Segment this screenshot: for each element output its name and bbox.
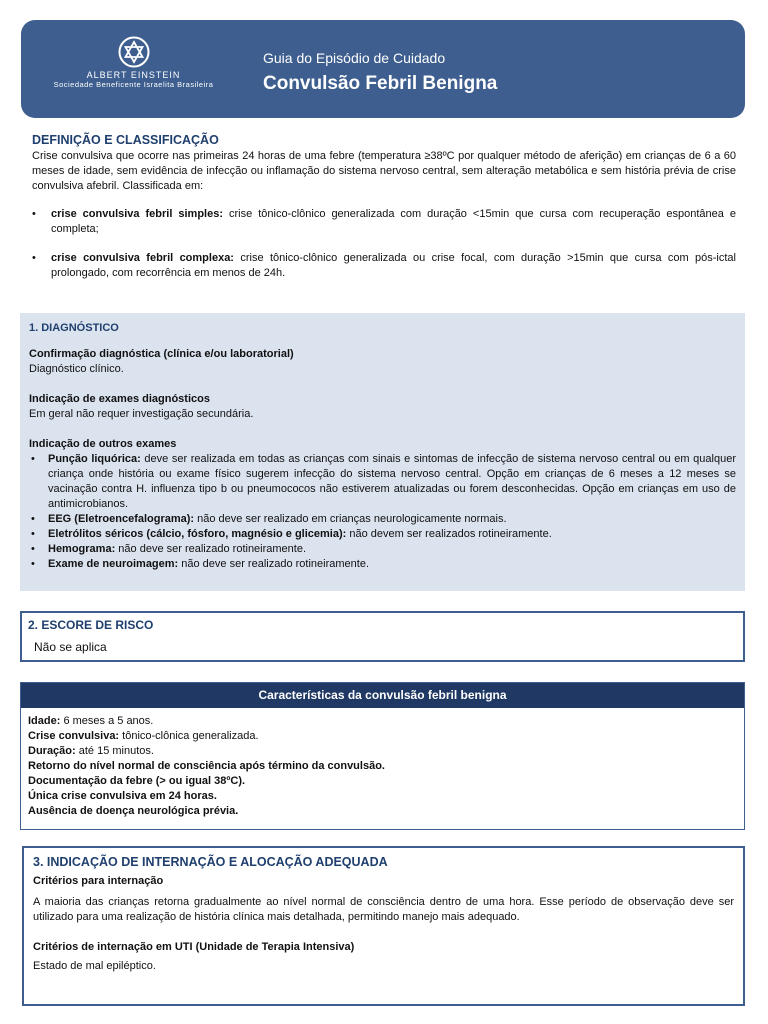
confirm-text: Diagnóstico clínico. — [29, 363, 124, 375]
characteristic-row: Duração: até 15 minutos. — [28, 745, 154, 757]
characteristic-row: Documentação da febre (> ou igual 38ºC). — [28, 775, 246, 787]
list-item: • crise convulsiva febril simples: crise tônico-clônico generalizada com duração <15min que cursa com recuperação espontânea e completa; — [32, 207, 736, 237]
definition-section — [32, 132, 736, 295]
list-item: • Punção liquórica: deve ser realizada em todas as crianças com sinais e sintomas de infecção de sistema nervoso central ou em qualquer criança onde história ou exame físico sugerem infecção do sistema nervoso central. Opção em crianças de 6 meses a 12 meses se vacinação contra H. influenza tipo b ou pneumococos não estiverem atualizadas ou forem desconhecidas. Opção em crianças em uso de antimicrobianos. — [29, 452, 736, 512]
exams-title: Indicação de exames diagnósticos — [29, 393, 210, 405]
einstein-logo — [36, 36, 231, 90]
classification-list — [32, 207, 736, 281]
characteristic-row: Ausência de doença neurológica prévia. — [28, 805, 239, 817]
risk-value: Não se aplica — [34, 640, 107, 654]
uti-text: Estado de mal epiléptico. — [33, 960, 156, 972]
diagnosis-section — [20, 313, 745, 591]
definition-title: DEFINIÇÃO E CLASSIFICAÇÃO — [32, 133, 219, 147]
confirm-title: Confirmação diagnóstica (clínica e/ou laboratorial) — [29, 348, 294, 360]
list-item: • Eletrólitos séricos (cálcio, fósforo, magnésio e glicemia): não devem ser realizados rotineiramente. — [29, 527, 736, 542]
characteristic-row: Idade: 6 meses a 5 anos. — [28, 715, 154, 727]
page-title: Convulsão Febril Benigna — [263, 73, 498, 94]
other-exams-title: Indicação de outros exames — [29, 438, 177, 450]
exams-text: Em geral não requer investigação secundária. — [29, 408, 254, 420]
other-exams-list — [29, 452, 736, 572]
internment-section — [22, 846, 745, 1006]
internment-title: 3. INDICAÇÃO DE INTERNAÇÃO E ALOCAÇÃO ADEQUADA — [33, 855, 388, 869]
diagnosis-title: 1. DIAGNÓSTICO — [29, 322, 119, 334]
criteria-text: A maioria das crianças retorna gradualmente ao nível normal de consciência dentro de uma hora. Esse período de observação deve ser utilizado para uma realização de história clínica mais detalhada, permitindo manejo mais adequado. — [33, 896, 734, 923]
definition-text: Crise convulsiva que ocorre nas primeiras 24 horas de uma febre (temperatura ≥38ºC por qualquer método de aferição) em crianças de 6 a 60 meses de idade, sem evidência de infecção ou inflamação do sistema nervoso central, sem alteração metabólica e sem história prévia de crise convulsiva afebril. Classificada em: — [32, 150, 736, 192]
list-item: • EEG (Eletroencefalograma): não deve ser realizado em crianças neurologicamente normais. — [29, 512, 736, 527]
characteristics-box — [20, 682, 745, 830]
characteristics-title: Características da convulsão febril benigna — [21, 683, 744, 708]
list-item: • Hemograma: não deve ser realizado rotineiramente. — [29, 542, 736, 557]
page-header — [21, 20, 745, 118]
logo-name: ALBERT EINSTEIN — [86, 70, 181, 80]
risk-section — [20, 611, 745, 662]
criteria-title: Critérios para internação — [33, 875, 164, 887]
characteristic-row: Retorno do nível normal de consciência após término da convulsão. — [28, 760, 385, 772]
uti-title: Critérios de internação em UTI (Unidade de Terapia Intensiva) — [33, 941, 355, 953]
header-pretitle: Guia do Episódio de Cuidado — [263, 50, 446, 66]
logo-star-icon — [118, 36, 150, 68]
characteristics-body — [21, 708, 744, 825]
risk-title: 2. ESCORE DE RISCO — [28, 618, 154, 632]
list-item: • crise convulsiva febril complexa: crise tônico-clônico generalizada ou crise focal, com duração >15min que cursa com pós-ictal prolongado, com recorrência em menos de 24h. — [32, 251, 736, 281]
logo-subtitle: Sociedade Beneficente Israelita Brasileira — [53, 80, 214, 89]
list-item: • Exame de neuroimagem: não deve ser realizado rotineiramente. — [29, 557, 736, 572]
characteristic-row: Única crise convulsiva em 24 horas. — [28, 790, 217, 802]
characteristic-row: Crise convulsiva: tônico-clônica generalizada. — [28, 730, 259, 742]
